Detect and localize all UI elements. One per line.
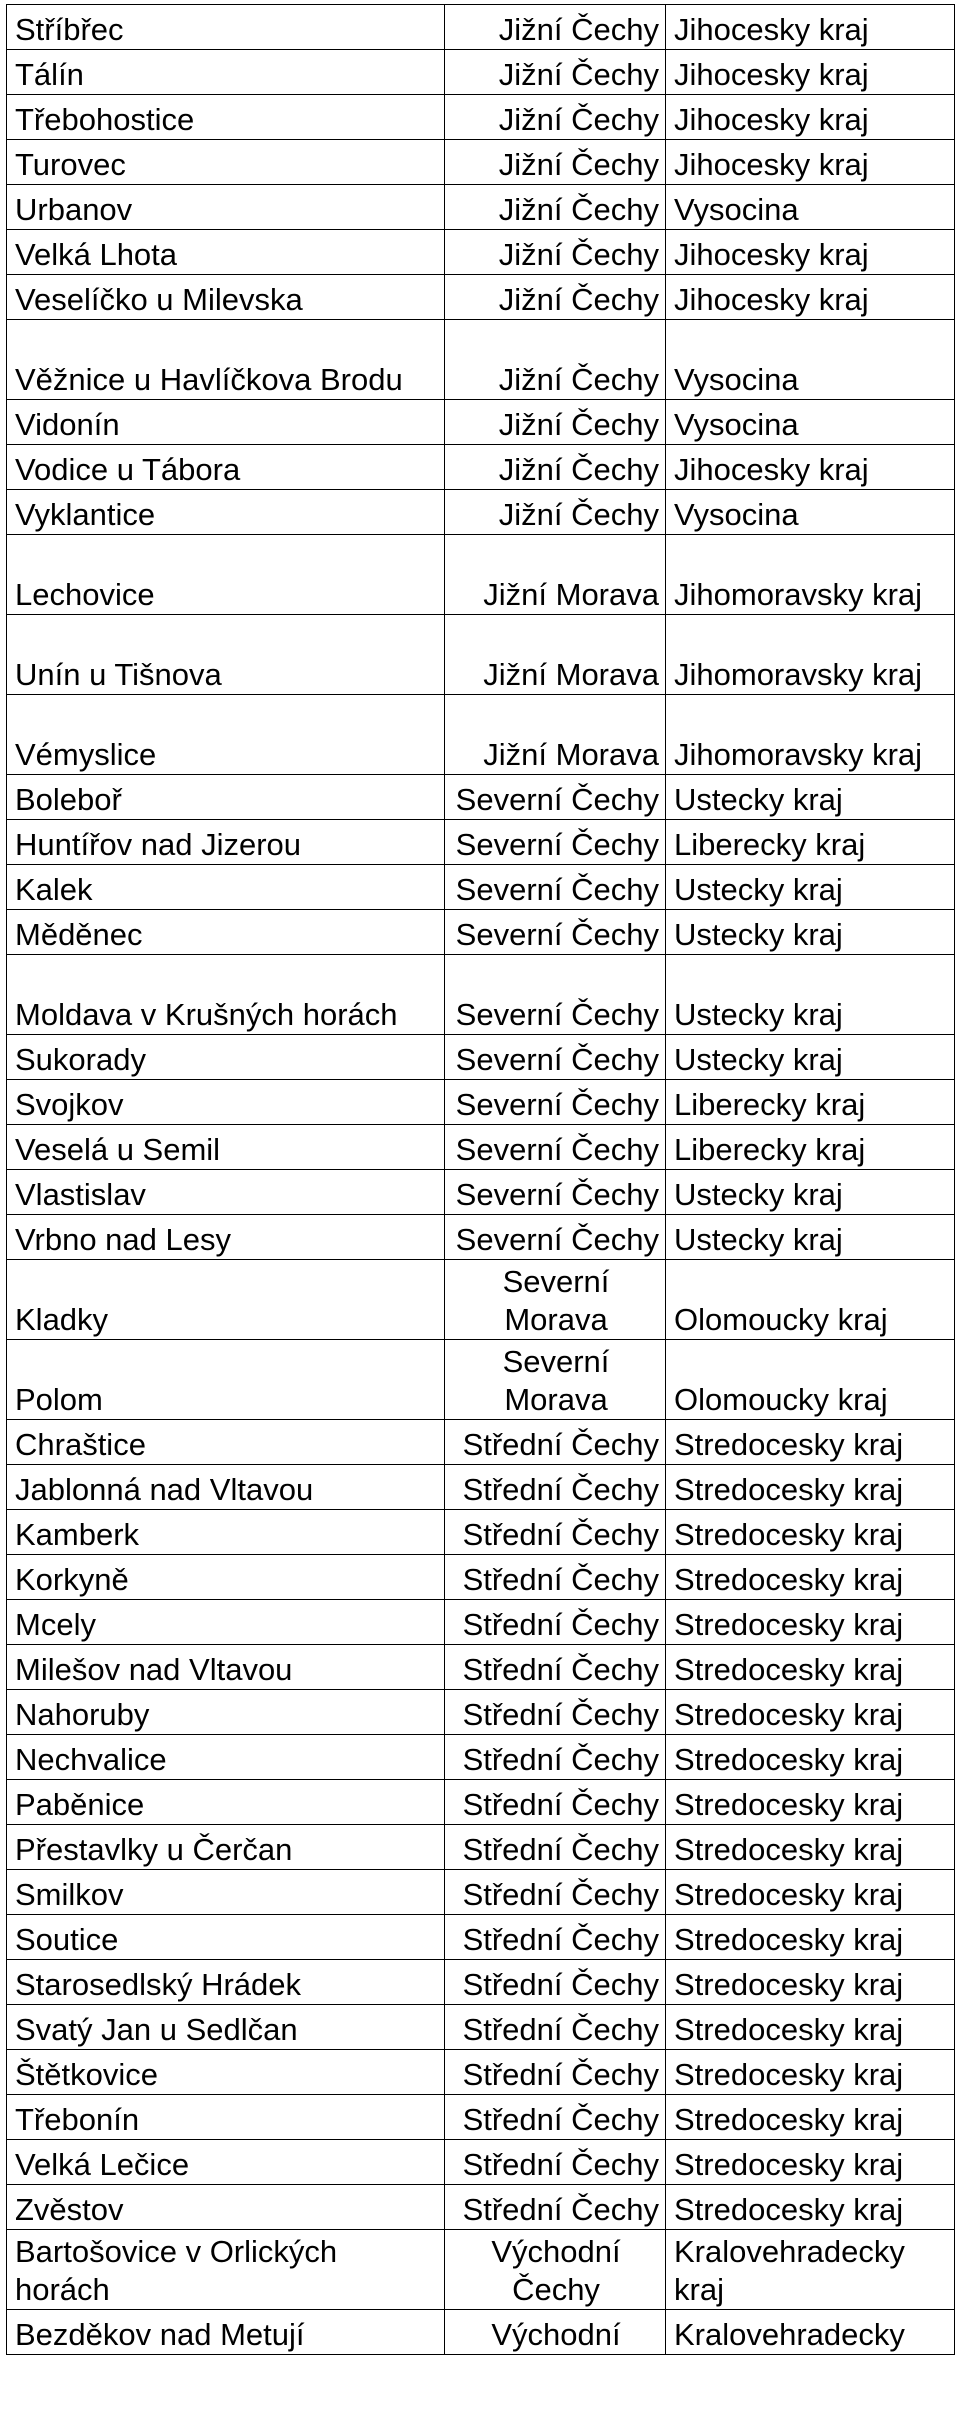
municipality-cell: Korkyně bbox=[7, 1555, 445, 1600]
region-cell: Jižní Morava bbox=[445, 615, 666, 695]
kraj-cell: Vysocina bbox=[666, 185, 955, 230]
region-cell: Jižní Čechy bbox=[445, 95, 666, 140]
table-row bbox=[7, 320, 955, 400]
municipality-cell: Svatý Jan u Sedlčan bbox=[7, 2005, 445, 2050]
kraj-cell: Jihocesky kraj bbox=[666, 230, 955, 275]
region-cell: Severní Čechy bbox=[445, 1170, 666, 1215]
municipality-cell: Věžnice u Havlíčkova Brodu bbox=[7, 320, 445, 400]
municipality-cell: Třebohostice bbox=[7, 95, 445, 140]
kraj-cell: Vysocina bbox=[666, 400, 955, 445]
table-row bbox=[7, 185, 955, 230]
kraj-cell: Olomoucky kraj bbox=[666, 1260, 955, 1340]
region-cell: Střední Čechy bbox=[445, 2050, 666, 2095]
municipality-cell: Štětkovice bbox=[7, 2050, 445, 2095]
table-row bbox=[7, 1600, 955, 1645]
table-row bbox=[7, 1125, 955, 1170]
table-row bbox=[7, 1960, 955, 2005]
table-row bbox=[7, 1080, 955, 1125]
region-cell: Střední Čechy bbox=[445, 1870, 666, 1915]
kraj-cell: Ustecky kraj bbox=[666, 955, 955, 1035]
kraj-cell: Jihocesky kraj bbox=[666, 5, 955, 50]
kraj-cell: Stredocesky kraj bbox=[666, 1510, 955, 1555]
region-cell: Střední Čechy bbox=[445, 1465, 666, 1510]
municipality-cell: Přestavlky u Čerčan bbox=[7, 1825, 445, 1870]
table-row bbox=[7, 1340, 955, 1420]
municipality-cell: Vodice u Tábora bbox=[7, 445, 445, 490]
table-row bbox=[7, 230, 955, 275]
kraj-cell: Ustecky kraj bbox=[666, 1035, 955, 1080]
region-cell: Střední Čechy bbox=[445, 1735, 666, 1780]
municipality-cell: Veselíčko u Milevska bbox=[7, 275, 445, 320]
table-row bbox=[7, 910, 955, 955]
kraj-cell: Kralovehradecky kraj bbox=[666, 2230, 955, 2310]
region-cell: Severní Morava bbox=[445, 1340, 666, 1420]
municipality-cell: Nechvalice bbox=[7, 1735, 445, 1780]
municipality-cell: Milešov nad Vltavou bbox=[7, 1645, 445, 1690]
kraj-cell: Vysocina bbox=[666, 490, 955, 535]
region-cell: Střední Čechy bbox=[445, 1600, 666, 1645]
table-body bbox=[7, 5, 955, 2355]
table-row bbox=[7, 5, 955, 50]
kraj-cell: Jihomoravsky kraj bbox=[666, 615, 955, 695]
municipality-cell: Svojkov bbox=[7, 1080, 445, 1125]
municipality-cell: Třebonín bbox=[7, 2095, 445, 2140]
table-row bbox=[7, 2095, 955, 2140]
municipality-cell: Urbanov bbox=[7, 185, 445, 230]
region-cell: Severní Čechy bbox=[445, 910, 666, 955]
kraj-cell: Stredocesky kraj bbox=[666, 1825, 955, 1870]
region-cell: Severní Čechy bbox=[445, 1215, 666, 1260]
municipality-cell: Moldava v Krušných horách bbox=[7, 955, 445, 1035]
table-row bbox=[7, 1870, 955, 1915]
kraj-cell: Ustecky kraj bbox=[666, 775, 955, 820]
municipality-cell: Vémyslice bbox=[7, 695, 445, 775]
kraj-cell: Stredocesky kraj bbox=[666, 2050, 955, 2095]
kraj-cell: Jihomoravsky kraj bbox=[666, 535, 955, 615]
municipality-cell: Paběnice bbox=[7, 1780, 445, 1825]
region-cell: Střední Čechy bbox=[445, 1780, 666, 1825]
municipality-cell: Bezděkov nad Metují bbox=[7, 2310, 445, 2355]
kraj-cell: Vysocina bbox=[666, 320, 955, 400]
kraj-cell: Jihomoravsky kraj bbox=[666, 695, 955, 775]
kraj-cell: Jihocesky kraj bbox=[666, 50, 955, 95]
municipality-cell: Vidonín bbox=[7, 400, 445, 445]
kraj-cell: Liberecky kraj bbox=[666, 1125, 955, 1170]
municipality-cell: Tálín bbox=[7, 50, 445, 95]
municipality-cell: Kladky bbox=[7, 1260, 445, 1340]
municipality-cell: Turovec bbox=[7, 140, 445, 185]
region-cell: Střední Čechy bbox=[445, 2005, 666, 2050]
municipality-cell: Starosedlský Hrádek bbox=[7, 1960, 445, 2005]
municipality-cell: Veselá u Semil bbox=[7, 1125, 445, 1170]
municipality-cell: Velká Lhota bbox=[7, 230, 445, 275]
table-row bbox=[7, 1555, 955, 1600]
kraj-cell: Jihocesky kraj bbox=[666, 445, 955, 490]
municipality-cell: Huntířov nad Jizerou bbox=[7, 820, 445, 865]
table-row bbox=[7, 2230, 955, 2310]
municipality-cell: Unín u Tišnova bbox=[7, 615, 445, 695]
table-row bbox=[7, 1825, 955, 1870]
table-row bbox=[7, 1645, 955, 1690]
kraj-cell: Stredocesky kraj bbox=[666, 1735, 955, 1780]
region-cell: Jižní Morava bbox=[445, 695, 666, 775]
table-row bbox=[7, 695, 955, 775]
region-cell: Severní Morava bbox=[445, 1260, 666, 1340]
kraj-cell: Jihocesky kraj bbox=[666, 140, 955, 185]
table-row bbox=[7, 2310, 955, 2355]
kraj-cell: Jihocesky kraj bbox=[666, 95, 955, 140]
table-row bbox=[7, 535, 955, 615]
kraj-cell: Ustecky kraj bbox=[666, 1170, 955, 1215]
region-cell: Střední Čechy bbox=[445, 1825, 666, 1870]
region-cell: Jižní Čechy bbox=[445, 185, 666, 230]
region-cell: Jižní Čechy bbox=[445, 5, 666, 50]
municipality-cell: Vrbno nad Lesy bbox=[7, 1215, 445, 1260]
table-row bbox=[7, 50, 955, 95]
municipality-cell: Polom bbox=[7, 1340, 445, 1420]
table-row bbox=[7, 775, 955, 820]
region-cell: Severní Čechy bbox=[445, 955, 666, 1035]
kraj-cell: Liberecky kraj bbox=[666, 1080, 955, 1125]
region-cell: Střední Čechy bbox=[445, 1690, 666, 1735]
kraj-cell: Stredocesky kraj bbox=[666, 1915, 955, 1960]
table-row bbox=[7, 865, 955, 910]
table-row bbox=[7, 1780, 955, 1825]
table-row bbox=[7, 275, 955, 320]
region-cell: Střední Čechy bbox=[445, 2185, 666, 2230]
kraj-cell: Ustecky kraj bbox=[666, 910, 955, 955]
table-row bbox=[7, 1690, 955, 1735]
region-cell: Severní Čechy bbox=[445, 820, 666, 865]
region-cell: Východní Čechy bbox=[445, 2230, 666, 2310]
kraj-cell: Stredocesky kraj bbox=[666, 1870, 955, 1915]
table-row bbox=[7, 2050, 955, 2095]
table-row bbox=[7, 1510, 955, 1555]
table-row bbox=[7, 2005, 955, 2050]
region-cell: Střední Čechy bbox=[445, 1915, 666, 1960]
region-cell: Střední Čechy bbox=[445, 2095, 666, 2140]
kraj-cell: Stredocesky kraj bbox=[666, 1645, 955, 1690]
table-row bbox=[7, 1035, 955, 1080]
municipality-cell: Bartošovice v Orlických horách bbox=[7, 2230, 445, 2310]
table-row bbox=[7, 95, 955, 140]
municipality-cell: Jablonná nad Vltavou bbox=[7, 1465, 445, 1510]
region-cell: Střední Čechy bbox=[445, 2140, 666, 2185]
table-row bbox=[7, 2185, 955, 2230]
kraj-cell: Stredocesky kraj bbox=[666, 1960, 955, 2005]
municipality-cell: Mcely bbox=[7, 1600, 445, 1645]
table-row bbox=[7, 490, 955, 535]
table-row bbox=[7, 1420, 955, 1465]
region-cell: Střední Čechy bbox=[445, 1420, 666, 1465]
region-cell: Jižní Morava bbox=[445, 535, 666, 615]
region-cell: Jižní Čechy bbox=[445, 400, 666, 445]
table-row bbox=[7, 1170, 955, 1215]
kraj-cell: Stredocesky kraj bbox=[666, 1690, 955, 1735]
kraj-cell: Stredocesky kraj bbox=[666, 1780, 955, 1825]
municipality-cell: Velká Lečice bbox=[7, 2140, 445, 2185]
region-cell: Severní Čechy bbox=[445, 1125, 666, 1170]
kraj-cell: Stredocesky kraj bbox=[666, 2005, 955, 2050]
region-cell: Střední Čechy bbox=[445, 1960, 666, 2005]
municipality-cell: Vlastislav bbox=[7, 1170, 445, 1215]
municipality-cell: Zvěstov bbox=[7, 2185, 445, 2230]
table-row bbox=[7, 1735, 955, 1780]
region-cell: Střední Čechy bbox=[445, 1510, 666, 1555]
municipality-cell: Nahoruby bbox=[7, 1690, 445, 1735]
table-row bbox=[7, 1915, 955, 1960]
region-cell: Severní Čechy bbox=[445, 1035, 666, 1080]
municipality-cell: Sukorady bbox=[7, 1035, 445, 1080]
region-cell: Jižní Čechy bbox=[445, 275, 666, 320]
kraj-cell: Stredocesky kraj bbox=[666, 2140, 955, 2185]
table-row bbox=[7, 1260, 955, 1340]
table-row bbox=[7, 445, 955, 490]
region-cell: Východní bbox=[445, 2310, 666, 2355]
region-cell: Jižní Čechy bbox=[445, 230, 666, 275]
region-cell: Severní Čechy bbox=[445, 865, 666, 910]
region-cell: Střední Čechy bbox=[445, 1645, 666, 1690]
region-cell: Střední Čechy bbox=[445, 1555, 666, 1600]
kraj-cell: Stredocesky kraj bbox=[666, 1465, 955, 1510]
kraj-cell: Liberecky kraj bbox=[666, 820, 955, 865]
municipality-cell: Kamberk bbox=[7, 1510, 445, 1555]
table-row bbox=[7, 140, 955, 185]
table-row bbox=[7, 955, 955, 1035]
kraj-cell: Stredocesky kraj bbox=[666, 1600, 955, 1645]
kraj-cell: Ustecky kraj bbox=[666, 1215, 955, 1260]
region-cell: Jižní Čechy bbox=[445, 140, 666, 185]
kraj-cell: Ustecky kraj bbox=[666, 865, 955, 910]
kraj-cell: Olomoucky kraj bbox=[666, 1340, 955, 1420]
table-row bbox=[7, 615, 955, 695]
municipality-cell: Boleboř bbox=[7, 775, 445, 820]
kraj-cell: Stredocesky kraj bbox=[666, 1555, 955, 1600]
region-cell: Jižní Čechy bbox=[445, 490, 666, 535]
kraj-cell: Stredocesky kraj bbox=[666, 2095, 955, 2140]
region-cell: Jižní Čechy bbox=[445, 320, 666, 400]
table-row bbox=[7, 400, 955, 445]
kraj-cell: Jihocesky kraj bbox=[666, 275, 955, 320]
municipality-cell: Smilkov bbox=[7, 1870, 445, 1915]
table-row bbox=[7, 820, 955, 865]
kraj-cell: Stredocesky kraj bbox=[666, 2185, 955, 2230]
municipality-cell: Stříbřec bbox=[7, 5, 445, 50]
municipality-cell: Kalek bbox=[7, 865, 445, 910]
municipality-table bbox=[6, 4, 955, 2355]
municipality-cell: Lechovice bbox=[7, 535, 445, 615]
kraj-cell: Stredocesky kraj bbox=[666, 1420, 955, 1465]
region-cell: Jižní Čechy bbox=[445, 50, 666, 95]
table-row bbox=[7, 1215, 955, 1260]
municipality-cell: Soutice bbox=[7, 1915, 445, 1960]
table-row bbox=[7, 1465, 955, 1510]
kraj-cell: Kralovehradecky bbox=[666, 2310, 955, 2355]
municipality-cell: Chraštice bbox=[7, 1420, 445, 1465]
municipality-cell: Měděnec bbox=[7, 910, 445, 955]
table-row bbox=[7, 2140, 955, 2185]
region-cell: Severní Čechy bbox=[445, 1080, 666, 1125]
region-cell: Severní Čechy bbox=[445, 775, 666, 820]
region-cell: Jižní Čechy bbox=[445, 445, 666, 490]
municipality-cell: Vyklantice bbox=[7, 490, 445, 535]
